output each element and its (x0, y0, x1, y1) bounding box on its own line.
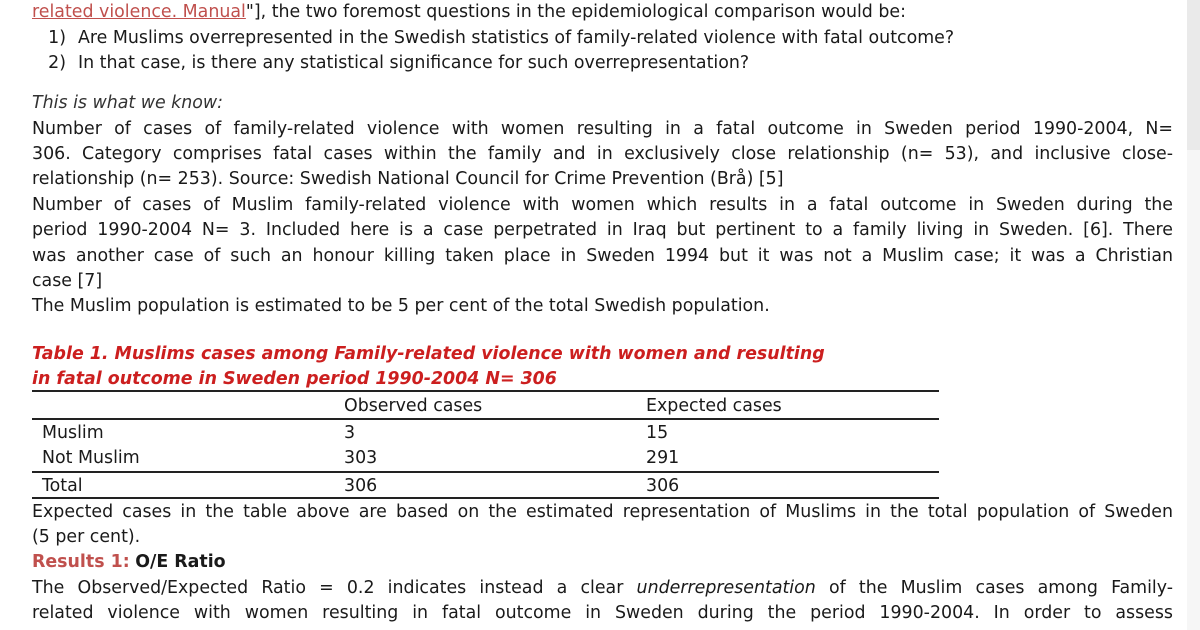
paragraph-line: The Muslim population is estimated to be 5 per cent of the total Swedish population. (32, 296, 770, 316)
table-rule (32, 418, 939, 420)
section-heading: This is what we know: (32, 93, 223, 113)
results-text: of the Muslim cases among Family- (828, 578, 1174, 598)
paragraph-line: Number of cases of family-related violence with women resulting in a fatal outcome in Sweden period 1990-2004, N= (32, 119, 1173, 139)
question-item (32, 26, 954, 51)
paragraph-line: related violence with women resulting in fatal outcome in Sweden during the period 1990-2004. In order to assess (32, 603, 1173, 623)
table-cell: 291 (646, 448, 680, 468)
paragraph-line: Number of cases of Muslim family-related violence with women which results in a fatal outcome in Sweden during the (32, 195, 1173, 215)
table-cell: 3 (344, 423, 356, 443)
paragraph-line: Expected cases in the table above are based on the estimated representation of Muslims in the total population of Sweden (32, 502, 1173, 522)
table-rule (32, 471, 939, 473)
intro-text: "], the two foremost questions in the epidemiological comparison would be: (245, 2, 906, 22)
paragraph-line: period 1990-2004 N= 3. Included here is a case perpetrated in Iraq but pertinent to a family living in Sweden. [6]. There (32, 220, 1173, 240)
question-number: 1) (48, 28, 66, 48)
table-caption: in fatal outcome in Sweden period 1990-2004 N= 306 (32, 369, 557, 389)
results-text: The Observed/Expected Ratio = 0.2 indicates instead a clear (32, 578, 624, 598)
table-rule (32, 497, 939, 499)
results-emphasis: underrepresentation (636, 578, 816, 598)
question-number: 2) (48, 53, 66, 73)
table-header-cell: Observed cases (344, 396, 483, 416)
paragraph-line: (5 per cent). (32, 527, 141, 547)
table-cell: Muslim (42, 423, 104, 443)
table-caption: Table 1. Muslims cases among Family-related violence with women and resulting (32, 344, 825, 364)
paragraph-line (32, 576, 1173, 601)
paragraph-line: 306. Category comprises fatal cases within the family and in exclusively close relationship (n= 53), and inclusive close- (32, 144, 1173, 164)
manual-link[interactable]: related violence. Manual (32, 2, 246, 22)
intro-line (32, 0, 906, 25)
question-text: In that case, is there any statistical significance for such overrepresentation? (78, 53, 750, 73)
table-cell: Not Muslim (42, 448, 140, 468)
table-cell: Total (42, 476, 83, 496)
question-item (32, 51, 749, 76)
table-cell: 303 (344, 448, 378, 468)
question-text: Are Muslims overrepresented in the Swedish statistics of family-related violence with fatal outcome? (78, 28, 955, 48)
scrollbar-track[interactable] (1187, 0, 1200, 150)
table-rule (32, 390, 939, 392)
table-cell: 306 (646, 476, 680, 496)
table-cell: 306 (344, 476, 378, 496)
table-header-cell: Expected cases (646, 396, 782, 416)
paragraph-line: was another case of such an honour killing taken place in Sweden 1994 but it was not a Muslim case; it was a Christian (32, 246, 1173, 266)
scrollbar-gutter[interactable] (1187, 150, 1200, 630)
results-heading (32, 550, 226, 575)
table-cell: 15 (646, 423, 669, 443)
paragraph-line: case [7] (32, 271, 103, 291)
paragraph-line: relationship (n= 253). Source: Swedish National Council for Crime Prevention (Brå) [5] (32, 169, 784, 189)
results-label: Results 1: (32, 552, 130, 572)
results-title: O/E Ratio (135, 552, 226, 572)
